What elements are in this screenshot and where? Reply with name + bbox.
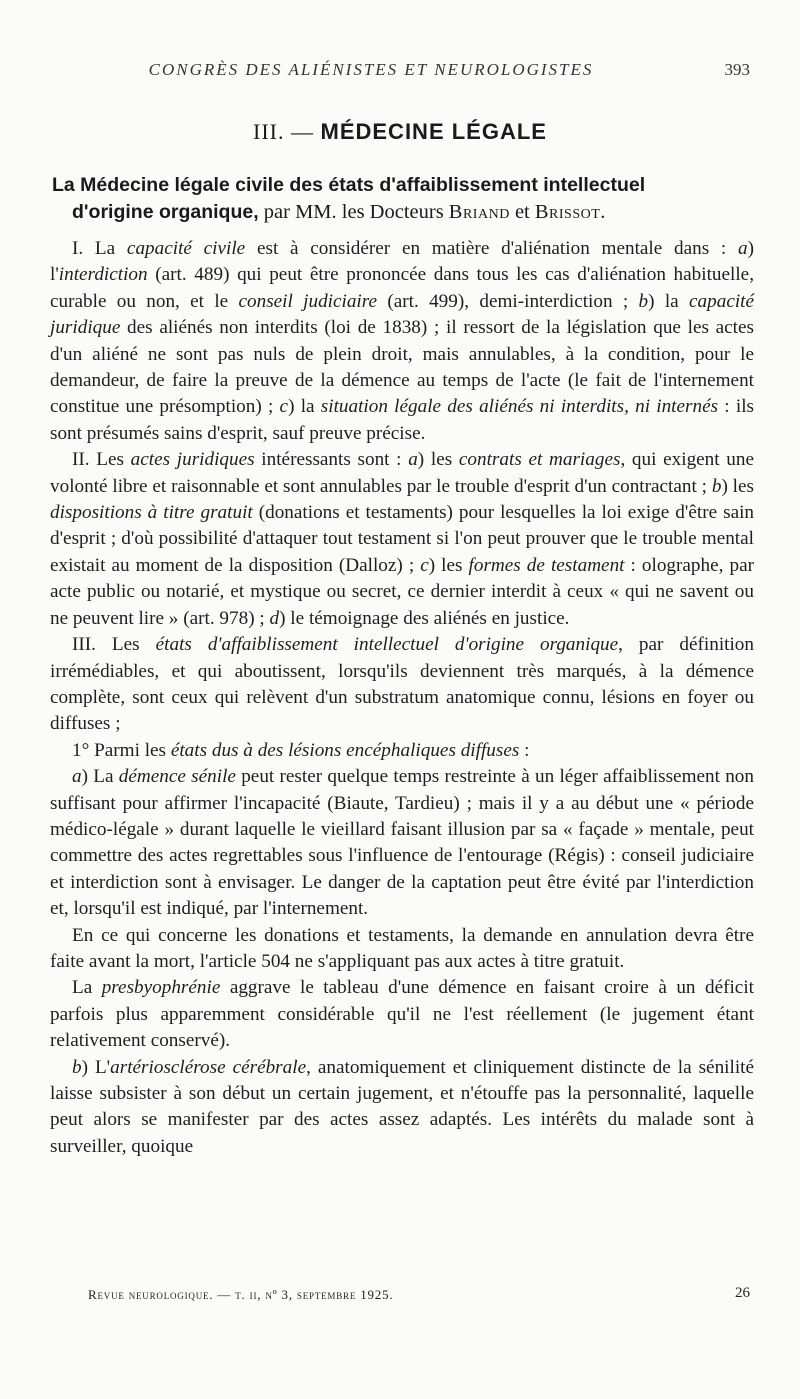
running-head (52, 60, 750, 84)
text-run: ) L' (81, 1056, 111, 1078)
paragraph-presbyophrenia (50, 975, 754, 1054)
emphasis-term: artériosclérose cérébrale (110, 1056, 307, 1078)
text-run: aggrave le tableau d'une démence en faisant croire à un déficit parfois plus apparemment considérable qu'il ne l'est réellement (le jugement étant relativement conservé). (50, 977, 754, 1052)
text-run: ) l' (50, 238, 754, 286)
text-run: ) La (81, 766, 119, 788)
author-joiner: et (509, 201, 535, 223)
paragraph-legal-acts (50, 447, 754, 632)
signature-mark: 26 (735, 1285, 750, 1301)
text-run: intéressants sont : (254, 449, 409, 471)
emphasis-term: capacité juridique (50, 290, 755, 339)
paragraph-organic-states (50, 632, 754, 738)
text-run: ) les (428, 554, 469, 576)
section-number: III. — (253, 119, 321, 144)
article-title-line1: La Médecine légale civile des états d'affaiblissement intellectuel (52, 174, 646, 196)
emphasis-term: situation légale des aliénés ni interdits, ni internés (320, 396, 719, 418)
text-run: , par définition irrémédiables, et qui aboutissent, lorsqu'ils deviennent très marqués, à la démence complète, sont ceux qui relèvent d'un substratum anatomique connu, lésions en foyer ou diffuses ; (50, 634, 754, 735)
paragraph-civil-capacity (50, 236, 754, 447)
text-run: II. Les (72, 449, 131, 471)
section-title: MÉDECINE LÉGALE (320, 119, 547, 144)
list-marker: b (638, 290, 649, 312)
text-run: ) la (288, 396, 321, 418)
text-run: La (72, 977, 102, 999)
text-run: (art. 489) qui peut être prononcée dans tous les cas d'aliénation habituelle, curable ou non, et le (50, 264, 754, 312)
text-run: : ils sont présumés sains d'esprit, sauf preuve précise. (50, 396, 754, 444)
text-run: III. Les (72, 634, 156, 656)
section-heading (0, 119, 800, 145)
journal-citation (88, 1287, 393, 1303)
text-run: (art. 499), demi-interdiction ; (377, 290, 639, 312)
author-brissot: Brissot (534, 201, 601, 223)
text-run: est à considérer en matière d'aliénation mentale dans : (245, 238, 739, 259)
emphasis-term: dispositions à titre gratuit (50, 502, 253, 524)
text-run: (donations et testaments) pour lesquelles la loi exige d'être sain d'esprit ; d'où possibilité d'attaquer tout testament si l'on peut prouver que le trouble mental existait au moment de la disposition (Dalloz) ; (50, 502, 755, 576)
text-run: ) les (721, 475, 754, 497)
text-run: : olographe, par acte public ou notarié, et mystique ou secret, ce dernier interdit à ceux « qui ne savent ou ne peuvent lire » (art. 978) ; (50, 554, 754, 629)
article-title-line2-bold: d'origine organique, (72, 201, 259, 223)
page-footer (88, 1287, 750, 1309)
paragraph-donations: En ce qui concerne les donations et testaments, la demande en annulation devra être faite avant la mort, l'article 504 ne s'appliquant pas aux actes à titre gratuit. (50, 924, 754, 972)
emphasis-term: démence sénile (118, 766, 236, 788)
article-title (52, 172, 752, 226)
text-run: , qui exigent une volonté libre et raisonnable et sont annulables par le trouble d'esprit d'un contractant ; (50, 449, 754, 497)
author-end: . (600, 201, 606, 223)
emphasis-term: actes juridiques (130, 449, 255, 471)
emphasis-term: presbyophrénie (101, 977, 221, 999)
body-text (50, 236, 754, 1160)
list-marker: c (279, 396, 289, 418)
text-run: I. La (72, 238, 127, 259)
article-title-line2 (52, 199, 752, 226)
text-run: ) la (648, 290, 690, 312)
paragraph-arteriosclerosis (50, 1055, 754, 1161)
text-run: , anatomiquement et cliniquement distincte de la sénilité laisse subsister à son début un certain jugement, et n'étouffe pas la personnalité, laquelle peut alors se manifester par des actes assez adaptés. Les intérêts du malade sont à surveiller, quoique (50, 1056, 755, 1157)
text-run: ) les (417, 449, 459, 471)
list-marker: a (72, 766, 82, 788)
text-run: 1° Parmi les (72, 739, 171, 761)
byline: par MM. les Docteurs (258, 201, 449, 223)
emphasis-term: conseil judiciaire (238, 290, 378, 312)
emphasis-term: capacité civile (126, 238, 246, 259)
paragraph-senile-dementia (50, 764, 754, 922)
list-marker: b (711, 475, 722, 497)
paragraph-diffuse-lesions (50, 738, 754, 764)
emphasis-term: contrats et mariages (458, 449, 621, 471)
list-marker: a (408, 449, 418, 471)
emphasis-term: formes de testament (468, 554, 625, 576)
text-run: : (519, 739, 530, 761)
list-marker: b (72, 1056, 82, 1078)
text-run: des aliénés non interdits (loi de 1838) ; il ressort de la législation que les actes d'un aliéné ne sont pas nuls de plein droit, mais annulables, à la condition, pour le demandeur, de faire la preuve de la démence au temps de l'acte (le fait de l'internement constitue une présomption) ; (50, 317, 754, 418)
author-briand: Briand (448, 201, 510, 223)
emphasis-term: interdiction (58, 264, 148, 286)
page-number: 393 (724, 60, 750, 79)
list-marker: c (420, 554, 429, 576)
text-run: ) le témoignage des aliénés en justice. (279, 607, 570, 629)
emphasis-term: états d'affaiblissement intellectuel d'origine organique (155, 634, 619, 656)
journal-name: Revue neurologique. (88, 1287, 214, 1302)
journal-issue: — t. ii, nº 3, septembre 1925. (213, 1287, 394, 1302)
running-title: CONGRÈS DES ALIÉNISTES ET NEUROLOGISTES (148, 60, 594, 79)
list-marker: a (738, 238, 748, 259)
text-run: peut rester quelque temps restreinte à un léger affaiblissement non suffisant pour affirmer l'incapacité (Biaute, Tardieu) ; mais il y a au début une « période médico-légale » durant laquelle le vieillard faisant illusion par sa « façade » mentale, peut commettre des actes regrettables sous l'influence de l'entourage (Régis) : conseil judiciaire et interdiction sont à envisager. Le danger de la captation peut être évité par l'interdiction et, lorsqu'il est indiqué, par l'internement. (50, 766, 754, 920)
list-marker: d (269, 607, 280, 629)
emphasis-term: états dus à des lésions encéphaliques diffuses (170, 739, 520, 761)
